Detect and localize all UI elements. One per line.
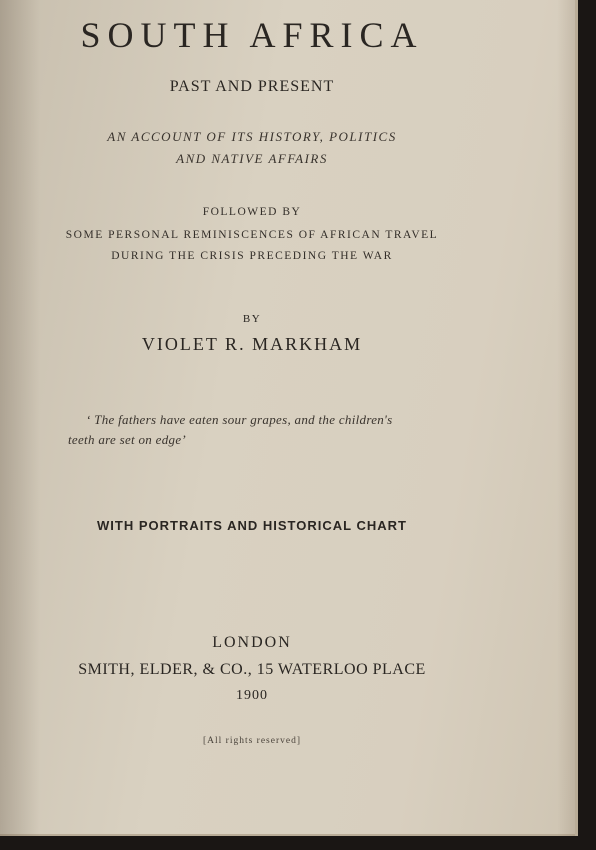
book-subtitle: PAST AND PRESENT xyxy=(169,78,335,95)
followed-by-line: FOLLOWED BY xyxy=(202,206,302,218)
illustrations-note: WITH PORTRAITS AND HISTORICAL CHART xyxy=(97,518,407,533)
imprint-publisher: SMITH, ELDER, & CO., 15 WATERLOO PLACE xyxy=(78,661,426,678)
book-title: SOUTH AFRICA xyxy=(80,15,424,55)
page-edge xyxy=(557,0,575,836)
epigraph-line-2: teeth are set on edge’ xyxy=(68,432,187,447)
reminiscences-line: SOME PERSONAL REMINISCENCES OF AFRICAN TRAVEL xyxy=(65,229,439,241)
description-line-1: AN ACCOUNT OF ITS HISTORY, POLITICS xyxy=(107,129,397,144)
rights-notice: [All rights reserved] xyxy=(202,736,302,746)
epigraph-line-1: ‘ The fathers have eaten sour grapes, and the children's xyxy=(86,412,393,427)
description-line-2: AND NATIVE AFFAIRS xyxy=(176,151,328,166)
author-name: VIOLET R. MARKHAM xyxy=(141,334,363,354)
imprint-year: 1900 xyxy=(236,688,268,703)
crisis-line: DURING THE CRISIS PRECEDING THE WAR xyxy=(111,250,393,262)
by-label: BY xyxy=(242,313,262,325)
spine-shadow xyxy=(0,0,40,836)
imprint-city: LONDON xyxy=(212,634,292,651)
